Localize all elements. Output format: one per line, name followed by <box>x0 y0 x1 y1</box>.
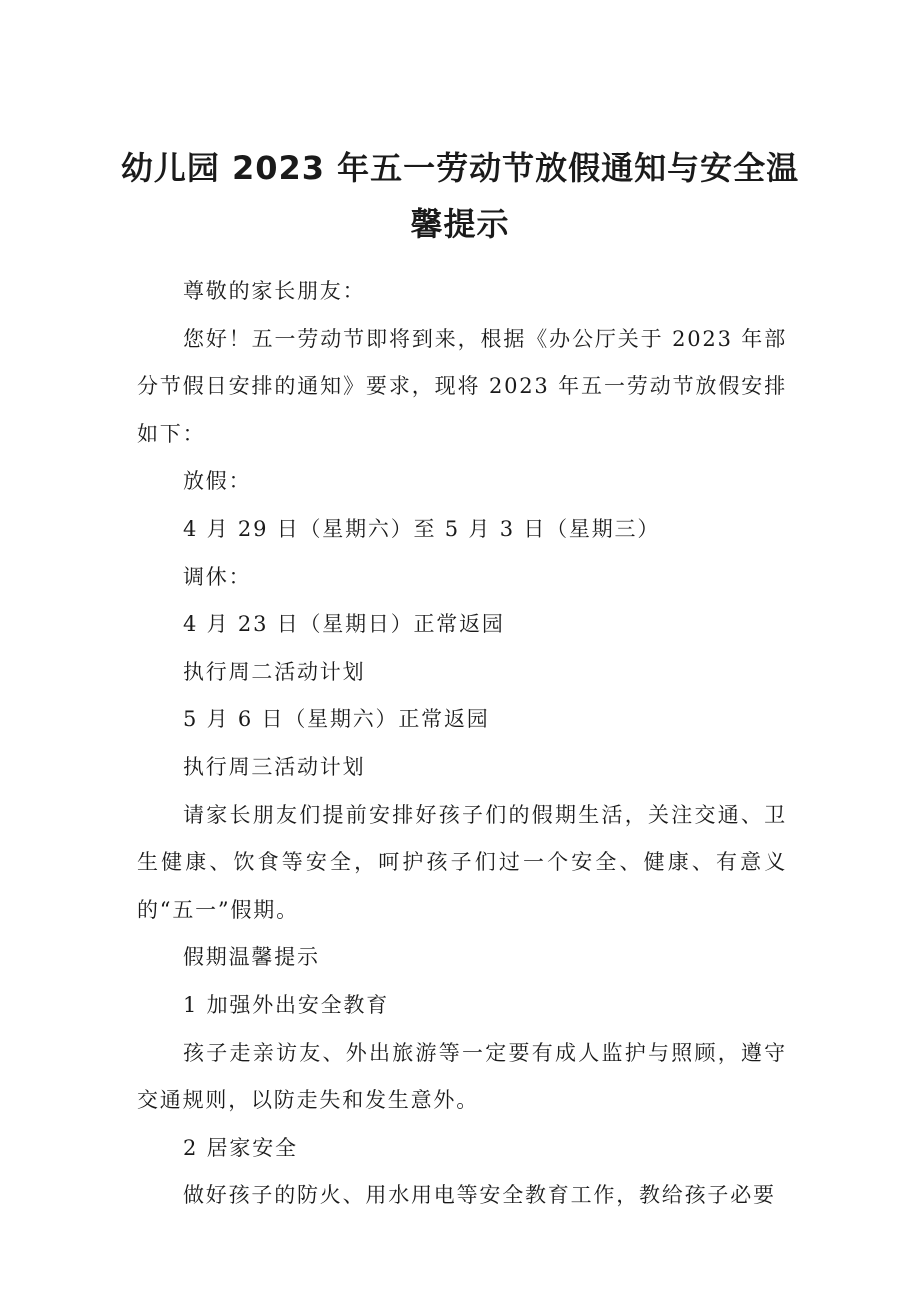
paragraph-holiday-dates: 4 月 29 日（星期六）至 5 月 3 日（星期三） <box>183 516 661 541</box>
paragraph-reminder: 请家长朋友们提前安排好孩子们的假期生活，关注交通、卫生健康、饮食等安全，呵护孩子们过一个安全、健康、有意义的“五一”假期。 <box>137 802 787 922</box>
paragraph-tip-2-body: 做好孩子的防火、用水用电等安全教育工作，教给孩子必要 <box>183 1183 776 1208</box>
paragraph-makeup-day-2: 5 月 6 日（星期六）正常返园 <box>183 707 490 732</box>
paragraph-makeup-plan-1: 执行周二活动计划 <box>183 659 366 684</box>
paragraph-makeup-day-1: 4 月 23 日（星期日）正常返园 <box>183 612 505 637</box>
paragraph-tip-2-heading: 2 居家安全 <box>183 1135 298 1160</box>
document-body <box>137 268 787 1220</box>
paragraph-tip-1-heading: 1 加强外出安全教育 <box>183 992 390 1017</box>
paragraph-tips-heading: 假期温馨提示 <box>183 945 320 970</box>
title-line-1: 幼儿园 2023 年五一劳动节放假通知与安全温 <box>120 149 800 187</box>
paragraph-makeup-label: 调休： <box>183 564 252 589</box>
paragraph-holiday-label: 放假： <box>183 469 252 494</box>
paragraph-tip-1-body: 孩子走亲访友、外出旅游等一定要有成人监护与照顾，遵守交通规则，以防走失和发生意外。 <box>137 1040 787 1113</box>
title-line-2: 馨提示 <box>410 205 510 243</box>
paragraph-makeup-plan-2: 执行周三活动计划 <box>183 754 366 779</box>
paragraph-intro: 您好！五一劳动节即将到来，根据《办公厅关于 2023 年部分节假日安排的通知》要求，现将 2023 年五一劳动节放假安排如下： <box>137 326 787 446</box>
paragraph-salutation: 尊敬的家长朋友： <box>183 279 366 303</box>
document-title <box>120 140 800 252</box>
